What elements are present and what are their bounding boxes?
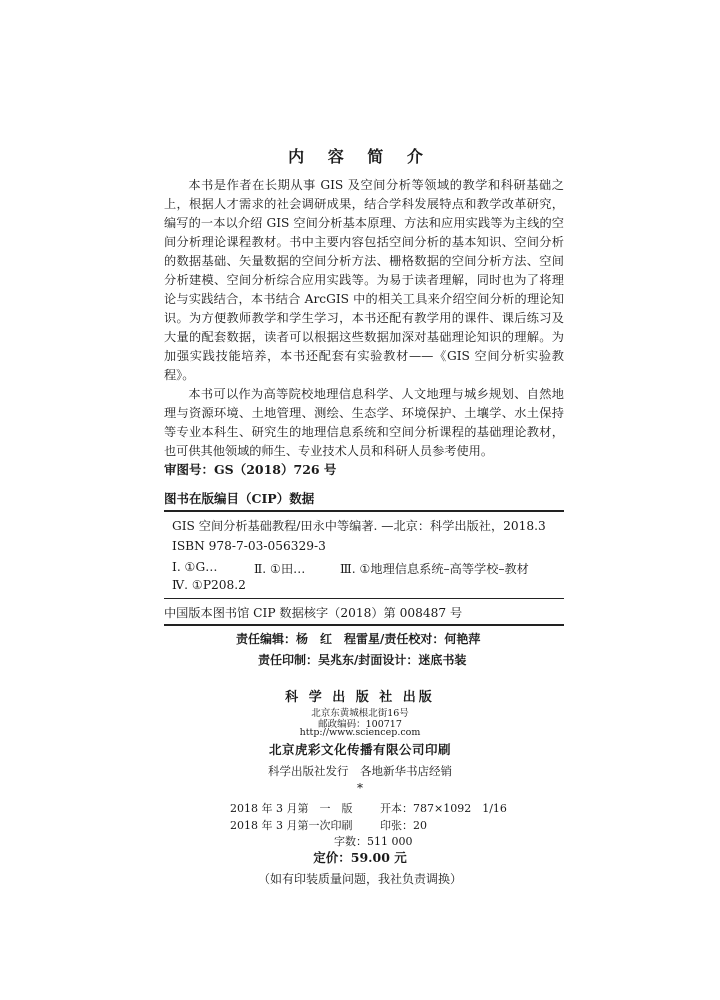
distribution-line: 科学出版社发行 各地新华书店经销 xyxy=(268,764,452,778)
cip-class-4: Ⅳ. ①P208.2 xyxy=(172,578,246,592)
cip-heading: 图书在版编目（CIP）数据 xyxy=(164,491,315,506)
cip-class-2: Ⅱ. ①田… xyxy=(254,562,306,576)
price: 定价：59.00 元 xyxy=(313,850,407,865)
map-review-number: 审图号：GS（2018）726 号 xyxy=(164,462,337,477)
cip-isbn: ISBN 978-7-03-056329-3 xyxy=(172,539,326,553)
printer-name: 北京虎彩文化传播有限公司印刷 xyxy=(268,742,451,757)
cip-class-3: Ⅲ. ①地理信息系统–高等学校–教材 xyxy=(340,562,529,576)
edition-date: 2018 年 3 月第 一 版 xyxy=(230,802,353,815)
publisher-name: 科 学 出 版 社 出版 xyxy=(285,690,435,705)
cip-book-line: GIS 空间分析基础教程/田永中等编著. —北京：科学出版社，2018.3 xyxy=(172,519,546,533)
editor-credits: 责任编辑：杨 红 程雷星/责任校对：何艳萍 xyxy=(236,632,481,646)
publisher-website: http://www.sciencep.com xyxy=(299,727,421,738)
intro-text xyxy=(164,176,564,461)
quality-note: （如有印装质量问题，我社负责调换） xyxy=(257,872,462,886)
print-date: 2018 年 3 月第一次印刷 xyxy=(230,819,353,832)
book-format: 开本：787×1092 1/16 xyxy=(380,802,507,815)
cip-rule-mid xyxy=(164,598,564,599)
cip-rule-bottom xyxy=(164,624,564,626)
cip-class-1: Ⅰ. ①G… xyxy=(172,560,218,574)
word-count: 字数：511 000 xyxy=(334,835,413,848)
intro-paragraph: 本书可以作为高等院校地理信息科学、人文地理与城乡规划、自然地理与资源环境、土地管理、测绘、生态学、环境保护、土壤学、水土保持等专业本科生、研究生的地理信息系统和空间分析课程的基础理论教材，也可供其他领域的师生、专业技术人员和科研人员参考使用。 xyxy=(164,387,564,458)
print-credits: 责任印制：吴兆东/封面设计：迷底书装 xyxy=(258,653,467,667)
intro-paragraph: 本书是作者在长期从事 GIS 及空间分析等领域的教学和科研基础之上，根据人才需求的社会调研成果，结合学科发展特点和教学改革研究，编写的一本以介绍 GIS 空间分析基本原理、方法和应用实践等为主线的空间分析理论课程教材。书中主要内容包括空间分析的基本知识、空间分析的数据基础、矢量数据的空间分析方法、栅格数据的空间分析方法、空间分析建模、空间分析综合应用实践等。为易于读者理解，同时也为了将理论与实践结合，本书结合 ArcGIS 中的相关工具来介绍空间分析的理论知识。为方便教师教学和学生学习，本书还配有教学用的课件、课后练习及大量的配套数据，读者可以根据这些数据加深对基础理论知识的理解。为加强实践技能培养，本书还配套有实验教材——《GIS 空间分析实验教程》。 xyxy=(164,178,564,382)
separator-star: * xyxy=(357,781,363,795)
page-title: 内 容 简 介 xyxy=(288,147,432,166)
cip-rule-top xyxy=(164,510,564,512)
cip-data-number: 中国版本图书馆 CIP 数据核字（2018）第 008487 号 xyxy=(164,606,463,620)
publisher-address: 北京东黄城根北街16号 xyxy=(311,708,409,719)
publisher-postcode: 邮政编码：100717 xyxy=(318,719,402,730)
print-sheets: 印张：20 xyxy=(380,819,427,832)
